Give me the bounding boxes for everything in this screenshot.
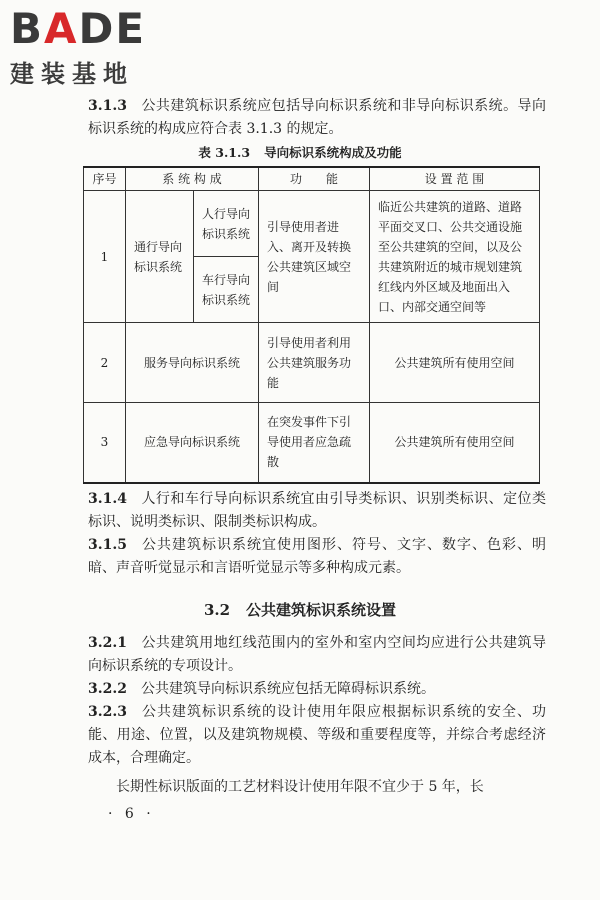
paragraph-continuation: 长期性标识版面的工艺材料设计使用年限不宜少于 5 年，长 <box>116 779 484 795</box>
header-scope: 设 置 范 围 <box>370 167 540 191</box>
clause-3-2-3 <box>88 701 546 770</box>
row2-seq: 2 <box>84 323 126 403</box>
clause-text: 公共建筑用地红线范围内的室外和室内空间均应进行公共建筑导向标识系统的专项设计。 <box>88 635 546 674</box>
header-function: 功 能 <box>259 167 370 191</box>
row1-function: 引导使用者进入、离开及转换公共建筑区域空间 <box>259 191 370 323</box>
clause-text: 人行和车行导向标识系统宜由引导类标识、识别类标识、定位类标识、说明类标识、限制类标识构成。 <box>88 491 546 530</box>
clause-number: 3.1.4 <box>88 491 127 507</box>
row1-seq: 1 <box>84 191 126 323</box>
row1-sub-pedestrian: 人行导向标识系统 <box>194 191 259 257</box>
row3-scope: 公共建筑所有使用空间 <box>370 403 540 483</box>
table-caption-title: 导向标识系统构成及功能 <box>264 145 402 160</box>
clause-text: 公共建筑导向标识系统应包括无障碍标识系统。 <box>140 681 435 697</box>
row2-function: 引导使用者利用公共建筑服务功能 <box>259 323 370 403</box>
logo-wordmark: BADE <box>10 4 147 53</box>
row2-composition: 服务导向标识系统 <box>126 323 259 403</box>
bade-logo <box>10 4 180 89</box>
section-title: 公共建筑标识系统设置 <box>246 601 397 619</box>
table-row <box>84 191 540 257</box>
row3-seq: 3 <box>84 403 126 483</box>
clause-3-2-2 <box>88 678 546 701</box>
row3-composition: 应急导向标识系统 <box>126 403 259 483</box>
header-seq: 序号 <box>84 167 126 191</box>
row1-scope: 临近公共建筑的道路、道路平面交叉口、公共交通设施至公共建筑的空间，以及公共建筑附近的城市规划建筑红线内外区域及地面出入口、内部交通空间等 <box>370 191 540 323</box>
clause-3-1-4 <box>88 488 546 534</box>
page-number: · 6 · <box>108 806 155 822</box>
clause-3-1-5 <box>88 534 546 580</box>
clause-3-2-1 <box>88 632 546 678</box>
clause-text: 公共建筑标识系统宜使用图形、符号、文字、数字、色彩、明暗、声音听觉显示和言语听觉显示等多种构成元素。 <box>88 537 546 576</box>
clause-number: 3.2.2 <box>88 681 127 697</box>
clause-number: 3.1.3 <box>88 98 127 114</box>
table-row <box>84 403 540 483</box>
row3-function: 在突发事件下引导使用者应急疏散 <box>259 403 370 483</box>
table-header-row <box>84 167 540 191</box>
row2-scope: 公共建筑所有使用空间 <box>370 323 540 403</box>
clause-text: 公共建筑标识系统应包括导向标识系统和非导向标识系统。导向标识系统的构成应符合表 3.1.3 的规定。 <box>88 98 546 137</box>
table-row <box>84 323 540 403</box>
row1-sub-vehicle: 车行导向标识系统 <box>194 257 259 323</box>
guidance-sign-table <box>83 166 540 484</box>
row1-group: 通行导向标识系统 <box>126 191 194 323</box>
clause-3-1-3 <box>88 95 546 141</box>
header-composition: 系 统 构 成 <box>126 167 259 191</box>
clause-number: 3.2.3 <box>88 704 127 720</box>
clause-text: 公共建筑标识系统的设计使用年限应根据标识系统的安全、功能、用途、位置，以及建筑物规模、等级和重要程度等，并综合考虑经济成本，合理确定。 <box>88 704 546 766</box>
table-caption <box>0 143 600 161</box>
table-caption-number: 表 3.1.3 <box>198 145 251 160</box>
section-heading <box>0 599 600 620</box>
section-number: 3.2 <box>203 601 231 619</box>
clause-number: 3.1.5 <box>88 537 127 553</box>
clause-number: 3.2.1 <box>88 635 127 651</box>
logo-subtitle: 建装基地 <box>10 60 134 88</box>
